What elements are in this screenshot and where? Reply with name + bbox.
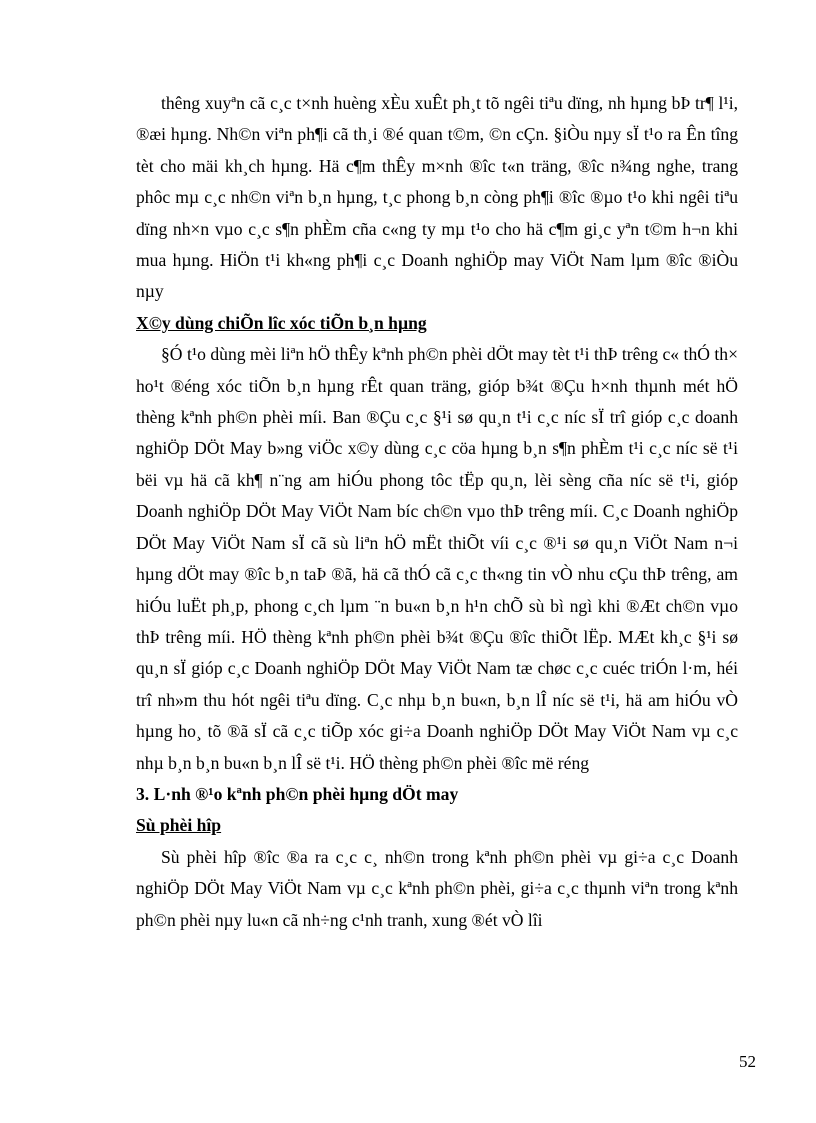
page-number: 52	[739, 1052, 756, 1071]
subsection-heading-coordination: Sù phèi hîp	[136, 815, 222, 836]
body-paragraph-2: §Ó t¹o dùng mèi liªn hÖ thÊy kªnh ph©n phèi dÖt may tèt t¹i thÞ trêng c« thÓ th× ho¹t ®éng xóc tiÕn b¸n hµng rÊt quan träng, gióp b¾t ®Çu h×nh thµnh mét hÖ thèng kªnh ph©n phèi míi. Ban ®Çu c¸c §¹i sø qu¸n t¹i c¸c níc sÏ trî gióp c¸c doanh nghiÖp DÖt May b»ng viÖc x©y dùng c¸c cöa hµng b¸n s¶n phÈm t¹i c¸c níc së t¹i bëi vµ hä cã kh¶ n¨ng am hiÓu phong tôc tËp qu¸n, lèi sèng cña níc së t¹i, gióp Doanh nghiÖp DÖt May ViÖt Nam bíc ch©n vµo thÞ trêng míi. C¸c Doanh nghiÖp DÖt May ViÖt Nam sÏ cã sù liªn hÖ mËt thiÕt víi c¸c ®¹i sø qu¸n ViÖt Nam n¬i hµng dÖt may ®îc b¸n taÞ ®ã, hä cã thÓ cã c¸c th«ng tin vÒ nhu cÇu thÞ trêng, am hiÓu luËt ph¸p, phong c¸ch lµm ¨n bu«n b¸n h¹n chÕ sù bì ngì khi ®Æt ch©n vµo thÞ trêng míi. HÖ thèng kªnh ph©n phèi b¾t ®Çu ®îc thiÕt lËp. MÆt kh¸c §¹i sø qu¸n sÏ gióp c¸c Doanh nghiÖp DÖt May ViÖt Nam tæ chøc c¸c cuéc triÓn l·m, héi trî nh»m thu hót ngêi tiªu dïng. C¸c nhµ b¸n bu«n, b¸n lÎ níc së t¹i, hä am hiÓu vÒ hµng ho¸ tõ ®ã sÏ cã c¸c tiÕp xóc gi÷a Doanh nghiÖp DÖt May ViÖt Nam vµ c¸c nhµ b¸n b¸n bu«n b¸n lÎ së t¹i. HÖ thèng ph©n phèi ®îc më réng	[136, 344, 738, 773]
section-heading-channel-leadership: 3. L·nh ®¹o kªnh ph©n phèi hµng dÖt may	[136, 783, 459, 804]
document-page	[136, 88, 738, 936]
body-paragraph-1: thêng xuyªn cã c¸c t×nh huèng xÈu xuÊt ph¸t tõ ngêi tiªu dïng, nh hµng bÞ tr¶ l¹i, ®æi hµng. Nh©n viªn ph¶i cã th¸i ®é quan t©m, ©n cÇn. §iÒu nµy sÏ t¹o ra Ên tîng tèt cho mäi kh¸ch hµng. Hä c¶m thÊy m×nh ®îc t«n träng, ®îc n¾ng nghe, trang phôc mµ c¸c nh©n viªn b¸n hµng, t¸c phong b¸n còng ph¶i ®îc ®µo t¹o khi ngêi tiªu dïng nh×n vµo c¸c s¶n phÈm cña c«ng ty mµ t¹o cho hä c¶m gi¸c yªn t©m h¬n khi mua hµng. HiÖn t¹i kh«ng ph¶i c¸c Doanh nghiÖp may ViÖt Nam lµm ®îc ®iÒu nµy	[136, 93, 738, 302]
body-paragraph-3: Sù phèi hîp ®îc ®a ra c¸c c¸ nh©n trong kªnh ph©n phèi vµ gi÷a c¸c Doanh nghiÖp DÖt May ViÖt Nam vµ c¸c kªnh ph©n phèi, gi÷a c¸c thµnh viªn trong kªnh ph©n phèi nµy lu«n cã nh÷ng c¹nh tranh, xung ®ét vÒ lîi	[136, 846, 738, 930]
section-heading-sales-promotion: X©y dùng chiÕn lîc xóc tiÕn b¸n hµng	[136, 312, 427, 333]
